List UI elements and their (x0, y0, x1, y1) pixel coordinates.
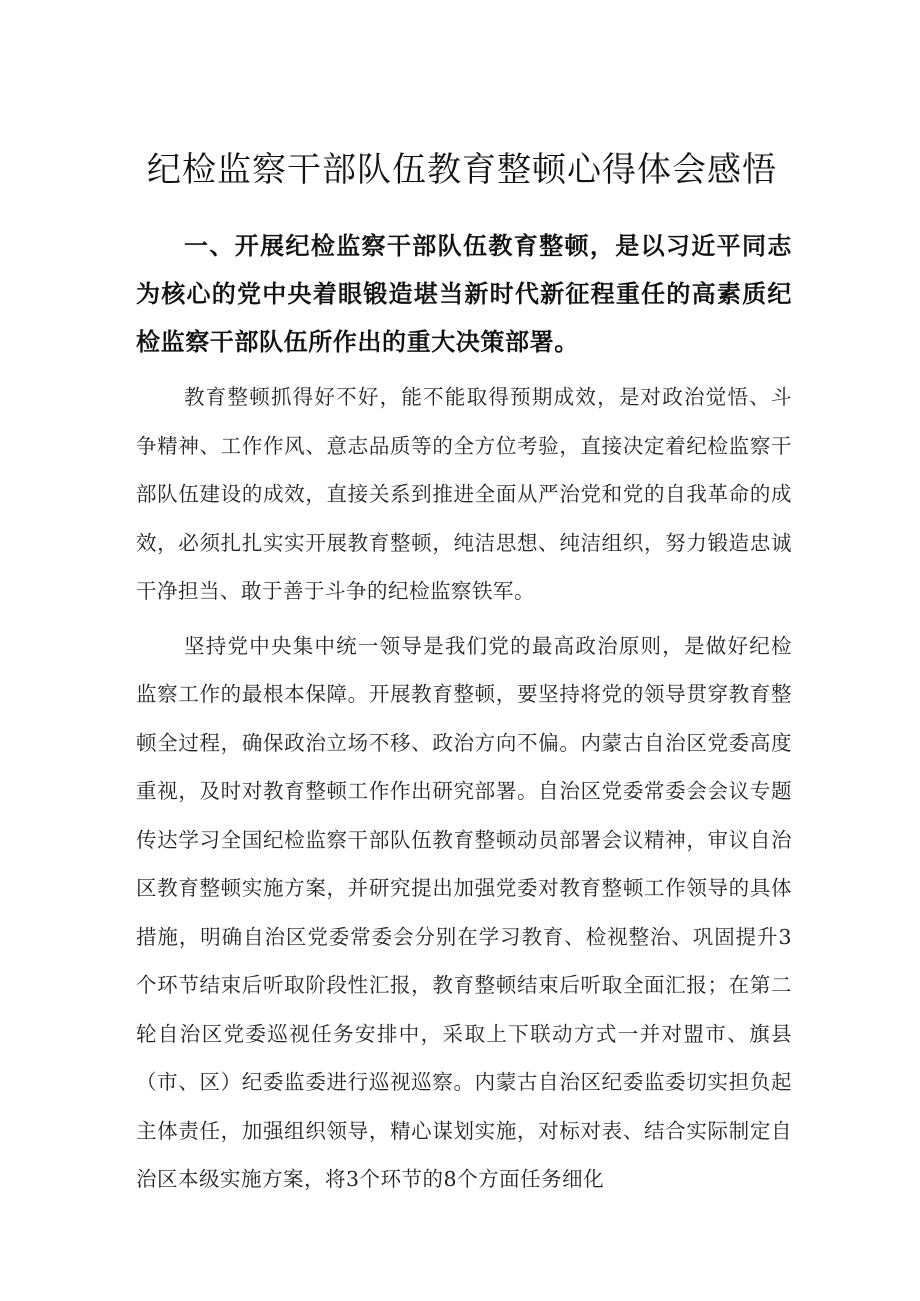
body-paragraph-2: 坚持党中央集中统一领导是我们党的最高政治原则，是做好纪检监察工作的最根本保障。开展教育整顿，要坚持将党的领导贯穿教育整顿全过程，确保政治立场不移、政治方向不偏。内蒙古自治区党委高度重视，及时对教育整顿工作作出研究部署。自治区党委常委会会议专题传达学习全国纪检监察干部队伍教育整顿动员部署会议精神，审议自治区教育整顿实施方案，并研究提出加强党委对教育整顿工作领导的具体措施，明确自治区党委常委会分别在学习教育、检视整治、巩固提升3个环节结束后听取阶段性汇报，教育整顿结束后听取全面汇报；在第二轮自治区党委巡视任务安排中，采取上下联动方式一并对盟市、旗县（市、区）纪委监委进行巡视巡察。内蒙古自治区纪委监委切实担负起主体责任，加强组织领导，精心谋划实施，对标对表、结合实际制定自治区本级实施方案，将3个环节的8个方面任务细化 (136, 633, 792, 1191)
section-heading-1: 一、开展纪检监察干部队伍教育整顿，是以习近平同志为核心的党中央着眼锻造堪当新时代新征程重任的高素质纪检监察干部队伍所作出的重大决策部署。 (136, 232, 792, 356)
body-paragraph-1: 教育整顿抓得好不好，能不能取得预期成效，是对政治觉悟、斗争精神、工作作风、意志品质等的全方位考验，直接决定着纪检监察干部队伍建设的成效，直接关系到推进全面从严治党和党的自我革命的成效，必须扎扎实实开展教育整顿，纯洁思想、纯洁组织，努力锻造忠诚干净担当、敢于善于斗争的纪检监察铁军。 (136, 385, 792, 603)
document-title: 纪检监察干部队伍教育整顿心得体会感悟 (147, 150, 777, 190)
